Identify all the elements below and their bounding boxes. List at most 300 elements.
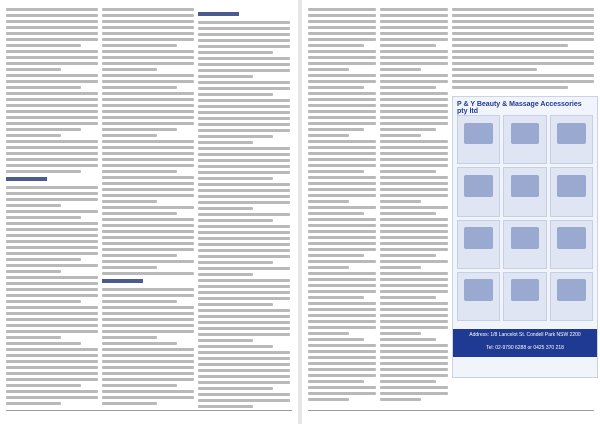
- text-line-placeholder: [380, 206, 448, 209]
- ad-product-item: [503, 167, 546, 216]
- text-line-placeholder: [452, 62, 594, 65]
- text-line-placeholder: [308, 242, 376, 245]
- text-line-placeholder: [452, 14, 594, 17]
- text-line-placeholder: [380, 386, 448, 389]
- text-line-placeholder: [102, 170, 177, 173]
- text-line-placeholder: [308, 392, 376, 395]
- text-line-placeholder: [380, 116, 448, 119]
- text-line-placeholder: [198, 297, 290, 300]
- left-page: [0, 0, 298, 424]
- text-line-placeholder: [6, 152, 98, 155]
- text-line-placeholder: [6, 8, 98, 11]
- text-line-placeholder: [102, 8, 194, 11]
- ad-product-item: [503, 272, 546, 321]
- text-line-placeholder: [380, 200, 421, 203]
- text-line-placeholder: [380, 50, 448, 53]
- text-line-placeholder: [6, 390, 98, 393]
- text-line-placeholder: [452, 20, 594, 23]
- text-line-placeholder: [380, 290, 448, 293]
- text-line-placeholder: [6, 222, 98, 225]
- text-line-placeholder: [380, 194, 448, 197]
- text-line-placeholder: [380, 350, 448, 353]
- text-line-placeholder: [102, 288, 194, 291]
- text-line-placeholder: [198, 255, 290, 258]
- text-line-placeholder: [102, 366, 194, 369]
- text-line-placeholder: [102, 74, 194, 77]
- text-line-placeholder: [102, 384, 177, 387]
- text-line-placeholder: [308, 158, 376, 161]
- text-line-placeholder: [198, 105, 290, 108]
- text-line-placeholder: [102, 294, 194, 297]
- text-line-placeholder: [6, 300, 81, 303]
- text-line-placeholder: [198, 99, 290, 102]
- text-line-placeholder: [308, 26, 376, 29]
- text-line-placeholder: [308, 86, 364, 89]
- text-line-placeholder: [6, 186, 98, 189]
- text-line-placeholder: [198, 213, 290, 216]
- text-line-placeholder: [198, 111, 290, 114]
- text-line-placeholder: [308, 350, 376, 353]
- text-line-placeholder: [380, 302, 448, 305]
- text-line-placeholder: [6, 306, 98, 309]
- text-line-placeholder: [102, 104, 194, 107]
- text-line-placeholder: [308, 194, 376, 197]
- text-line-placeholder: [6, 62, 98, 65]
- text-line-placeholder: [102, 354, 194, 357]
- text-line-placeholder: [102, 360, 194, 363]
- text-line-placeholder: [308, 278, 376, 281]
- text-line-placeholder: [198, 327, 290, 330]
- text-line-placeholder: [102, 38, 194, 41]
- text-line-placeholder: [6, 276, 98, 279]
- text-line-placeholder: [452, 38, 594, 41]
- text-line-placeholder: [308, 110, 376, 113]
- text-line-placeholder: [380, 296, 436, 299]
- text-line-placeholder: [380, 314, 448, 317]
- text-line-placeholder: [102, 206, 194, 209]
- text-line-placeholder: [6, 396, 98, 399]
- ad-product-item: [550, 115, 593, 164]
- text-line-placeholder: [198, 387, 273, 390]
- text-line-placeholder: [308, 380, 364, 383]
- text-line-placeholder: [380, 110, 448, 113]
- text-line-placeholder: [380, 140, 448, 143]
- text-line-placeholder: [380, 374, 448, 377]
- text-line-placeholder: [198, 135, 273, 138]
- text-line-placeholder: [102, 164, 194, 167]
- text-line-placeholder: [308, 170, 364, 173]
- text-line-placeholder: [308, 188, 376, 191]
- text-line-placeholder: [102, 260, 194, 263]
- text-line-placeholder: [308, 98, 376, 101]
- text-line-placeholder: [6, 38, 98, 41]
- text-line-placeholder: [102, 272, 194, 275]
- ad-title: P & Y Beauty & Massage Accessories pty ltd: [457, 101, 582, 115]
- text-line-placeholder: [308, 212, 364, 215]
- text-line-placeholder: [198, 231, 290, 234]
- text-line-placeholder: [452, 68, 537, 71]
- text-line-placeholder: [198, 177, 273, 180]
- text-line-placeholder: [6, 312, 98, 315]
- text-line-placeholder: [380, 146, 448, 149]
- text-line-placeholder: [6, 378, 98, 381]
- footer-rule: [308, 410, 594, 411]
- text-line-placeholder: [6, 116, 98, 119]
- text-line-placeholder: [198, 207, 253, 210]
- text-line-placeholder: [6, 336, 61, 339]
- text-line-placeholder: [102, 50, 194, 53]
- text-line-placeholder: [308, 338, 364, 341]
- text-line-placeholder: [198, 273, 253, 276]
- text-line-placeholder: [380, 326, 448, 329]
- text-line-placeholder: [380, 188, 448, 191]
- text-line-placeholder: [102, 336, 157, 339]
- ad-product-item: [457, 167, 500, 216]
- text-line-placeholder: [198, 153, 290, 156]
- text-line-placeholder: [308, 290, 376, 293]
- text-line-placeholder: [6, 92, 98, 95]
- text-line-placeholder: [6, 128, 81, 131]
- product-image-placeholder: [511, 175, 540, 197]
- text-line-placeholder: [380, 8, 448, 11]
- text-line-placeholder: [102, 20, 194, 23]
- product-image-placeholder: [511, 279, 540, 301]
- right-page-footer: [302, 410, 600, 424]
- text-line-placeholder: [6, 170, 81, 173]
- text-line-placeholder: [198, 219, 273, 222]
- text-line-placeholder: [198, 51, 273, 54]
- text-line-placeholder: [6, 258, 81, 261]
- text-line-placeholder: [102, 32, 194, 35]
- text-line-placeholder: [6, 68, 61, 71]
- text-line-placeholder: [6, 32, 98, 35]
- text-line-placeholder: [102, 110, 194, 113]
- text-line-placeholder: [380, 320, 448, 323]
- text-line-placeholder: [6, 146, 98, 149]
- text-line-placeholder: [380, 332, 421, 335]
- text-line-placeholder: [380, 284, 448, 287]
- text-line-placeholder: [102, 92, 194, 95]
- text-line-placeholder: [102, 194, 194, 197]
- text-line-placeholder: [198, 303, 273, 306]
- text-line-placeholder: [102, 188, 194, 191]
- ad-product-item: [503, 115, 546, 164]
- text-line-placeholder: [380, 104, 448, 107]
- text-line-placeholder: [380, 122, 448, 125]
- text-line-placeholder: [6, 140, 98, 143]
- text-line-placeholder: [380, 32, 448, 35]
- text-line-placeholder: [198, 279, 290, 282]
- text-line-placeholder: [308, 164, 376, 167]
- text-line-placeholder: [198, 243, 290, 246]
- text-line-placeholder: [198, 393, 290, 396]
- text-line-placeholder: [380, 44, 436, 47]
- text-line-placeholder: [380, 218, 448, 221]
- text-line-placeholder: [198, 75, 253, 78]
- text-line-placeholder: [380, 176, 448, 179]
- text-line-placeholder: [452, 86, 568, 89]
- product-image-placeholder: [464, 227, 493, 249]
- text-line-placeholder: [102, 236, 194, 239]
- text-line-placeholder: [102, 390, 194, 393]
- text-line-placeholder: [6, 360, 98, 363]
- text-line-placeholder: [308, 230, 376, 233]
- text-line-placeholder: [198, 33, 290, 36]
- text-line-placeholder: [102, 182, 194, 185]
- right-page-column-1: [308, 8, 376, 404]
- text-line-placeholder: [380, 344, 448, 347]
- text-line-placeholder: [308, 218, 376, 221]
- text-line-placeholder: [102, 318, 194, 321]
- text-line-placeholder: [380, 80, 448, 83]
- text-line-placeholder: [308, 332, 349, 335]
- text-line-placeholder: [452, 50, 594, 53]
- text-line-placeholder: [380, 164, 448, 167]
- text-line-placeholder: [102, 266, 157, 269]
- text-line-placeholder: [198, 93, 273, 96]
- text-line-placeholder: [6, 264, 98, 267]
- ad-product-item: [550, 220, 593, 269]
- text-line-placeholder: [308, 8, 376, 11]
- text-line-placeholder: [102, 230, 194, 233]
- text-line-placeholder: [6, 348, 98, 351]
- text-line-placeholder: [102, 152, 194, 155]
- text-line-placeholder: [198, 249, 290, 252]
- text-line-placeholder: [102, 330, 194, 333]
- text-line-placeholder: [308, 14, 376, 17]
- product-image-placeholder: [511, 227, 540, 249]
- text-line-placeholder: [380, 74, 448, 77]
- text-line-placeholder: [198, 123, 290, 126]
- text-line-placeholder: [102, 396, 194, 399]
- text-line-placeholder: [198, 363, 290, 366]
- text-line-placeholder: [102, 324, 194, 327]
- ad-product-item: [550, 272, 593, 321]
- text-line-placeholder: [380, 368, 448, 371]
- text-line-placeholder: [308, 284, 376, 287]
- text-line-placeholder: [380, 26, 448, 29]
- text-line-placeholder: [308, 266, 349, 269]
- text-line-placeholder: [380, 14, 448, 17]
- product-image-placeholder: [511, 123, 540, 145]
- text-line-placeholder: [308, 56, 376, 59]
- text-line-placeholder: [308, 224, 376, 227]
- text-line-placeholder: [308, 38, 376, 41]
- text-line-placeholder: [198, 129, 290, 132]
- text-line-placeholder: [380, 248, 448, 251]
- text-line-placeholder: [6, 158, 98, 161]
- text-line-placeholder: [102, 68, 157, 71]
- text-line-placeholder: [380, 398, 421, 401]
- text-line-placeholder: [102, 122, 194, 125]
- text-line-placeholder: [6, 198, 98, 201]
- text-line-placeholder: [198, 291, 290, 294]
- text-line-placeholder: [308, 32, 376, 35]
- text-line-placeholder: [380, 308, 448, 311]
- text-line-placeholder: [198, 285, 290, 288]
- text-line-placeholder: [308, 104, 376, 107]
- text-line-placeholder: [308, 296, 364, 299]
- text-line-placeholder: [380, 86, 436, 89]
- text-line-placeholder: [308, 260, 376, 263]
- text-line-placeholder: [380, 56, 448, 59]
- text-line-placeholder: [380, 182, 448, 185]
- text-line-placeholder: [198, 141, 253, 144]
- left-page-column-1: [6, 8, 98, 408]
- text-line-placeholder: [380, 152, 448, 155]
- text-line-placeholder: [380, 338, 436, 341]
- text-line-placeholder: [198, 183, 290, 186]
- text-line-placeholder: [308, 374, 376, 377]
- text-line-placeholder: [380, 20, 448, 23]
- text-line-placeholder: [102, 312, 194, 315]
- text-line-placeholder: [6, 204, 61, 207]
- text-line-placeholder: [308, 386, 376, 389]
- text-line-placeholder: [452, 8, 594, 11]
- text-line-placeholder: [308, 272, 376, 275]
- ad-product-item: [457, 272, 500, 321]
- text-line-placeholder: [308, 398, 349, 401]
- ad-product-item: [457, 220, 500, 269]
- product-image-placeholder: [557, 279, 586, 301]
- ad-product-item: [503, 220, 546, 269]
- text-line-placeholder: [102, 56, 194, 59]
- section-heading-placeholder: [6, 177, 47, 181]
- text-line-placeholder: [308, 356, 376, 359]
- text-line-placeholder: [380, 392, 448, 395]
- text-line-placeholder: [6, 44, 81, 47]
- text-line-placeholder: [198, 267, 290, 270]
- advertisement: [452, 96, 598, 378]
- text-line-placeholder: [380, 260, 448, 263]
- text-line-placeholder: [198, 45, 290, 48]
- text-line-placeholder: [6, 80, 98, 83]
- text-line-placeholder: [102, 300, 177, 303]
- text-line-placeholder: [308, 308, 376, 311]
- text-line-placeholder: [102, 224, 194, 227]
- text-line-placeholder: [102, 342, 177, 345]
- text-line-placeholder: [6, 210, 98, 213]
- text-line-placeholder: [102, 44, 177, 47]
- text-line-placeholder: [102, 306, 194, 309]
- text-line-placeholder: [308, 122, 376, 125]
- text-line-placeholder: [452, 74, 594, 77]
- text-line-placeholder: [6, 216, 81, 219]
- text-line-placeholder: [198, 315, 290, 318]
- text-line-placeholder: [380, 128, 436, 131]
- text-line-placeholder: [6, 104, 98, 107]
- text-line-placeholder: [102, 378, 194, 381]
- text-line-placeholder: [6, 110, 98, 113]
- text-line-placeholder: [308, 140, 376, 143]
- text-line-placeholder: [308, 146, 376, 149]
- text-line-placeholder: [380, 362, 448, 365]
- text-line-placeholder: [308, 74, 376, 77]
- text-line-placeholder: [380, 68, 421, 71]
- text-line-placeholder: [198, 237, 290, 240]
- text-line-placeholder: [102, 140, 194, 143]
- text-line-placeholder: [380, 236, 448, 239]
- text-line-placeholder: [198, 381, 290, 384]
- text-line-placeholder: [380, 278, 448, 281]
- left-page-column-3: [198, 8, 290, 411]
- text-line-placeholder: [308, 176, 376, 179]
- text-line-placeholder: [6, 384, 81, 387]
- left-page-column-2: [102, 8, 194, 408]
- text-line-placeholder: [198, 309, 290, 312]
- right-page: [302, 0, 600, 424]
- left-page-footer: [0, 410, 298, 424]
- text-line-placeholder: [6, 294, 98, 297]
- text-line-placeholder: [308, 128, 364, 131]
- text-line-placeholder: [6, 402, 61, 405]
- text-line-placeholder: [102, 134, 157, 137]
- text-line-placeholder: [452, 44, 568, 47]
- text-line-placeholder: [380, 98, 448, 101]
- text-line-placeholder: [308, 236, 376, 239]
- text-line-placeholder: [198, 69, 290, 72]
- text-line-placeholder: [6, 86, 81, 89]
- text-line-placeholder: [308, 344, 376, 347]
- text-line-placeholder: [198, 261, 273, 264]
- ad-product-item: [457, 115, 500, 164]
- text-line-placeholder: [308, 326, 376, 329]
- text-line-placeholder: [198, 333, 290, 336]
- text-line-placeholder: [380, 242, 448, 245]
- text-line-placeholder: [102, 62, 194, 65]
- text-line-placeholder: [198, 165, 290, 168]
- text-line-placeholder: [380, 380, 436, 383]
- text-line-placeholder: [380, 224, 448, 227]
- text-line-placeholder: [198, 63, 290, 66]
- text-line-placeholder: [6, 14, 98, 17]
- text-line-placeholder: [308, 362, 376, 365]
- text-line-placeholder: [6, 98, 98, 101]
- text-line-placeholder: [198, 369, 290, 372]
- text-line-placeholder: [102, 26, 194, 29]
- product-image-placeholder: [557, 175, 586, 197]
- text-line-placeholder: [198, 357, 290, 360]
- ad-product-grid: [457, 115, 593, 321]
- text-line-placeholder: [6, 56, 98, 59]
- text-line-placeholder: [308, 182, 376, 185]
- text-line-placeholder: [102, 254, 177, 257]
- text-line-placeholder: [102, 402, 157, 405]
- text-line-placeholder: [6, 372, 98, 375]
- text-line-placeholder: [198, 21, 290, 24]
- ad-address: Address: 1/8 Lancelot St. Condell Park NSW 2200: [469, 332, 581, 338]
- text-line-placeholder: [6, 246, 98, 249]
- text-line-placeholder: [6, 50, 98, 53]
- text-line-placeholder: [308, 314, 376, 317]
- text-line-placeholder: [380, 356, 448, 359]
- text-line-placeholder: [6, 354, 98, 357]
- product-image-placeholder: [464, 123, 493, 145]
- text-line-placeholder: [198, 189, 290, 192]
- right-page-column-3: [452, 8, 594, 92]
- text-line-placeholder: [380, 272, 448, 275]
- text-line-placeholder: [452, 56, 594, 59]
- text-line-placeholder: [380, 212, 436, 215]
- text-line-placeholder: [198, 117, 290, 120]
- text-line-placeholder: [308, 152, 376, 155]
- footer-rule: [6, 410, 292, 411]
- text-line-placeholder: [102, 86, 177, 89]
- text-line-placeholder: [6, 282, 98, 285]
- text-line-placeholder: [102, 176, 194, 179]
- text-line-placeholder: [102, 158, 194, 161]
- text-line-placeholder: [198, 27, 290, 30]
